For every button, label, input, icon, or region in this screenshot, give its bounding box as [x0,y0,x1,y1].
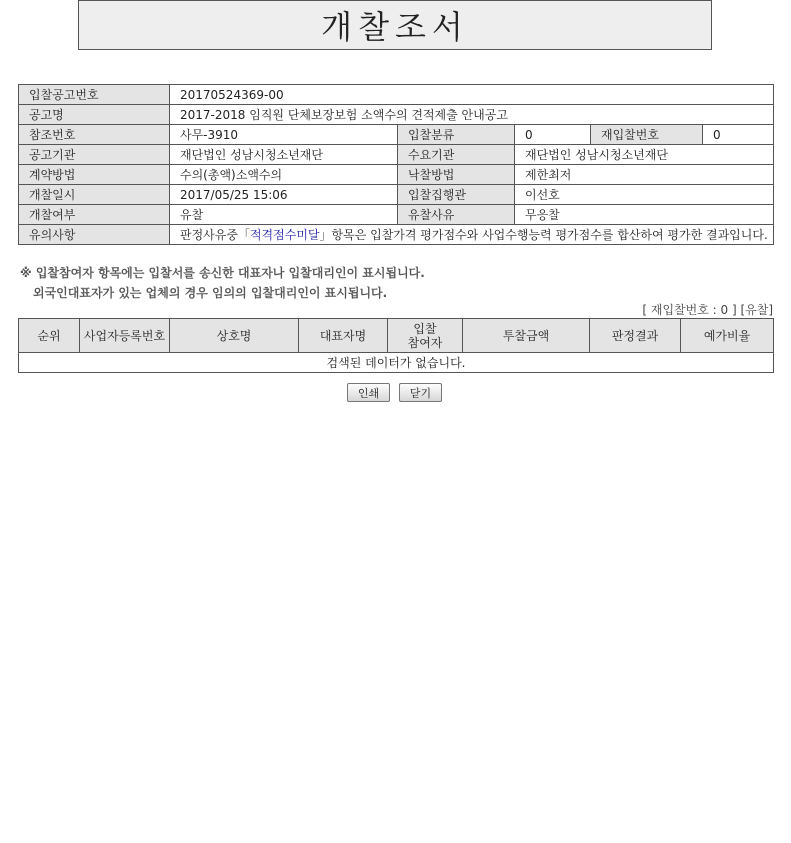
info-row-notice-name [19,105,774,125]
notice-name-value: 2017-2018 임직원 단체보장보험 소액수의 견적제출 안내공고 [170,105,774,125]
notice-line-2: 외국인대표자가 있는 업체의 경우 임의의 입찰대리인이 표시됩니다. [33,286,388,300]
notes-value [170,225,774,245]
notice-org-value: 재단법인 성남시청소년재단 [170,145,398,165]
open-date-value: 2017/05/25 15:06 [170,185,398,205]
col-business-reg-no: 사업자등록번호 [80,319,170,353]
info-row-contract-method [19,165,774,185]
ref-no-label: 참조번호 [19,125,170,145]
notes-pre: 판정사유중「 [180,228,250,242]
notice-org-label: 공고기관 [19,145,170,165]
close-button[interactable]: 닫기 [399,383,442,402]
demand-org-label: 수요기관 [398,145,515,165]
rebid-status-text: [ 재입찰번호 : 0 ] [유찰] [642,303,773,317]
award-method-label: 낙찰방법 [398,165,515,185]
col-company-name: 상호명 [170,319,299,353]
bid-notice-no-value: 20170524369-00 [170,85,774,105]
results-table [18,318,774,373]
bid-officer-value: 이선호 [515,185,774,205]
bid-class-label: 입찰분류 [398,125,515,145]
notice-name-label: 공고명 [19,105,170,125]
ref-no-value: 사무-3910 [170,125,398,145]
demand-org-value: 재단법인 성남시청소년재단 [515,145,774,165]
page-title-box [78,0,712,50]
rebid-no-label: 재입찰번호 [591,125,703,145]
info-row-open-date [19,185,774,205]
notes-post: 」항목은 입찰가격 평가점수와 사업수행능력 평가점수를 합산하여 평가한 결과입니다. [319,228,768,242]
info-row-open-status [19,205,774,225]
open-status-value: 유찰 [170,205,398,225]
info-row-ref-no [19,125,774,145]
bid-info-table [18,84,774,245]
open-date-label: 개찰일시 [19,185,170,205]
empty-message: 검색된 데이터가 없습니다. [19,353,774,373]
contract-method-label: 계약방법 [19,165,170,185]
award-method-value: 제한최저 [515,165,774,185]
info-row-notes [19,225,774,245]
bid-notice-no-label: 입찰공고번호 [19,85,170,105]
info-row-bid-notice-no [19,85,774,105]
col-bid-amount: 투찰금액 [463,319,590,353]
notes-label: 유의사항 [19,225,170,245]
col-bid-participant: 입찰 참여자 [388,319,463,353]
action-buttons [347,383,442,402]
bid-class-value: 0 [515,125,591,145]
results-header-row [19,319,774,353]
participant-notice [20,263,425,303]
fail-reason-label: 유찰사유 [398,205,515,225]
page-title: 개찰조서 [321,8,469,46]
col-rank: 순위 [19,319,80,353]
bid-officer-label: 입찰집행관 [398,185,515,205]
info-row-notice-org [19,145,774,165]
notes-highlight: 적격점수미달 [249,228,320,242]
print-button[interactable]: 인쇄 [347,383,390,402]
results-empty-row [19,353,774,373]
col-estimate-ratio: 예가비율 [681,319,774,353]
fail-reason-value: 무응찰 [515,205,774,225]
open-status-label: 개찰여부 [19,205,170,225]
rebid-no-value: 0 [703,125,774,145]
col-representative: 대표자명 [299,319,388,353]
col-judgment: 판정결과 [590,319,681,353]
contract-method-value: 수의(총액)소액수의 [170,165,398,185]
notice-line-1: ※ 입찰참여자 항목에는 입찰서를 송신한 대표자나 입찰대리인이 표시됩니다. [20,266,425,280]
